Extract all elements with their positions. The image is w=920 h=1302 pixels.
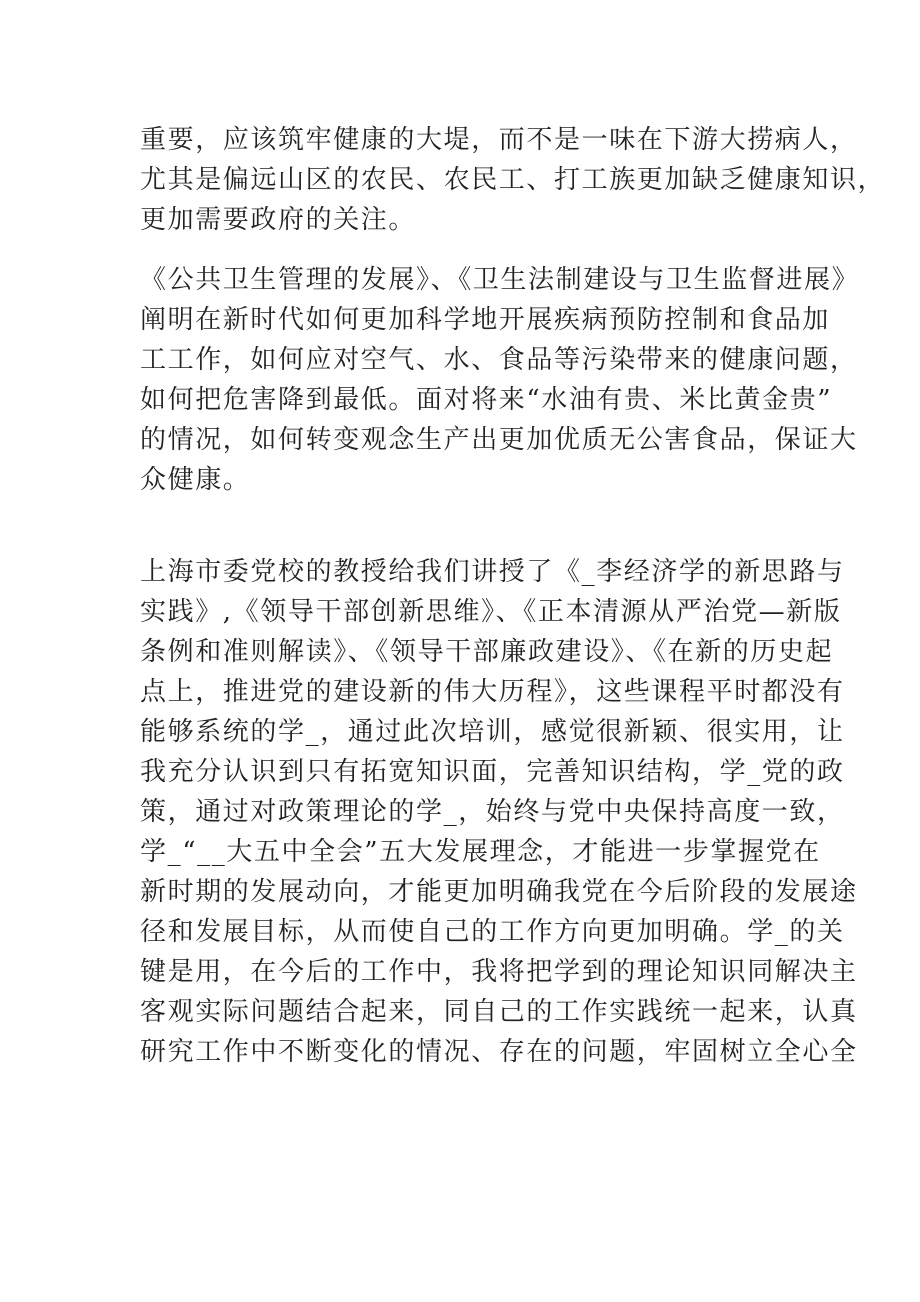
text-line: 尤其是偏远山区的农民、农民工、打工族更加缺乏健康知识， bbox=[140, 165, 886, 195]
text-line: 的情况，如何转变观念生产出更加优质无公害食品，保证大 bbox=[140, 425, 858, 455]
text-line: 众健康。 bbox=[140, 465, 251, 495]
text-line: 工工作，如何应对空气、水、食品等污染带来的健康问题， bbox=[140, 345, 858, 375]
text-line: 如何把危害降到最低。面对将来“水油有贵、米比黄金贵” bbox=[140, 385, 833, 415]
text-line: 客观实际问题结合起来，同自己的工作实践统一起来，认真 bbox=[140, 997, 858, 1027]
text-line: 径和发展目标，从而使自己的工作方向更加明确。学_的关 bbox=[140, 917, 845, 947]
paragraph-party-school-courses bbox=[140, 552, 858, 1072]
paragraph-health-courses bbox=[140, 260, 860, 500]
text-line: 研究工作中不断变化的情况、存在的问题，牢固树立全心全 bbox=[140, 1037, 858, 1067]
text-line: 《公共卫生管理的发展》、《卫生法制建设与卫生监督进展》 bbox=[140, 265, 860, 295]
text-line: 条例和准则解读》、《领导干部廉政建设》、《在新的历史起 bbox=[140, 637, 834, 667]
text-line: 我充分认识到只有拓宽知识面，完善知识结构，学_党的政 bbox=[140, 757, 845, 787]
text-line: 阐明在新时代如何更加科学地开展疾病预防控制和食品加 bbox=[140, 305, 831, 335]
text-line: 键是用，在今后的工作中，我将把学到的理论知识同解决主 bbox=[140, 957, 858, 987]
text-line: 点上，推进党的建设新的伟大历程》，这些课程平时都没有 bbox=[140, 677, 845, 707]
text-line: 上海市委党校的教授给我们讲授了《_李经济学的新思路与 bbox=[140, 557, 845, 587]
text-line: 能够系统的学_，通过此次培训，感觉很新颖、很实用，让 bbox=[140, 717, 845, 747]
paragraph-public-health bbox=[140, 120, 886, 240]
text-line: 新时期的发展动向，才能更加明确我党在今后阶段的发展途 bbox=[140, 877, 858, 907]
text-line: 策，通过对政策理论的学_，始终与党中央保持高度一致， bbox=[140, 797, 845, 827]
text-line: 更加需要政府的关注。 bbox=[140, 205, 417, 235]
text-line: 实践》,《领导干部创新思维》、《正本清源从严治党—新版 bbox=[140, 597, 842, 627]
text-line: 学_“__大五中全会”五大发展理念，才能进一步掌握党在 bbox=[140, 837, 821, 867]
text-line: 重要，应该筑牢健康的大堤，而不是一味在下游大捞病人， bbox=[140, 125, 858, 155]
